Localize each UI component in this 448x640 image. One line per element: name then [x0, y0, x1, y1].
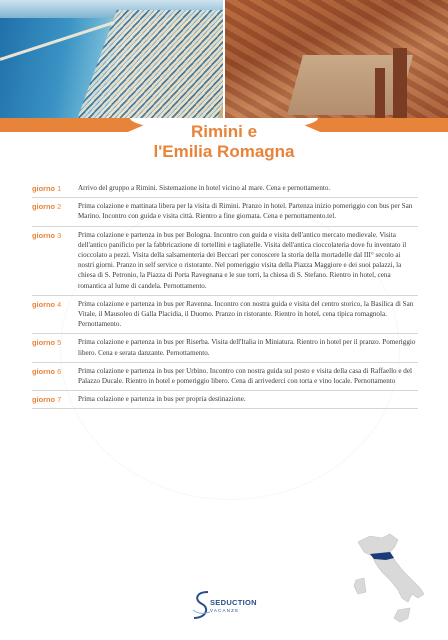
city-tower — [393, 48, 407, 118]
itinerary-day-5 — [32, 334, 418, 362]
day-label: giorno 3 — [32, 230, 62, 240]
itinerary-day-7 — [32, 391, 418, 409]
itinerary-day-3 — [32, 227, 418, 296]
italy-map-icon — [350, 528, 430, 628]
itinerary-list — [32, 180, 418, 409]
seduction-logo-icon — [188, 588, 264, 624]
title-line-2: l'Emilia Romagna — [153, 142, 295, 161]
day-text: Prima colazione e partenza in bus per propria destinazione. — [78, 395, 246, 404]
day-text: Prima colazione e partenza in bus per Urbino. Incontro con nostra guida sul posto e visita della casa di Raffaello e del Palazzo Ducale. Rientro in hotel e pomeriggio libero. Cena di arrivederci con torta e vino locale. Pernottamento — [78, 366, 412, 386]
city-tower — [375, 68, 385, 118]
title-line-1: Rimini e — [190, 122, 258, 141]
itinerary-day-1 — [32, 180, 418, 198]
day-text: Prima colazione e partenza in bus per Riserba. Visita dell'Italia in Miniatura. Rientro in hotel per il pranzo. Pomeriggio libero. Cena e serata danzante. Pernottamento. — [78, 338, 416, 357]
day-text: Prima colazione e mattinata libera per la visita di Rimini. Pranzo in hotel. Partenza inizio pomeriggio con bus per San Marino. Incontro con guida e visita città. Rientro a fine giornata. Cena e pernottamento.tel. — [78, 202, 413, 221]
beach-pier — [0, 21, 115, 61]
city-photo — [225, 0, 448, 118]
itinerary-day-4 — [32, 296, 418, 335]
page-title — [0, 120, 448, 162]
day-label: giorno 1 — [32, 184, 62, 193]
day-label: giorno 5 — [32, 338, 62, 348]
itinerary-day-6 — [32, 363, 418, 391]
logo-sub: VACANZE — [210, 608, 240, 613]
day-label: giorno 2 — [32, 202, 62, 212]
day-label: giorno 6 — [32, 366, 62, 376]
itinerary-day-2 — [32, 198, 418, 226]
day-text: Prima colazione e partenza in bus per Bologna. Incontro con guida e visita dell'antico mercato medievale. Visita dell'antico panificio per la fabbricazione di tortellini e tagliatelle. Visita dell'antica cioccolateria dove fu inventato il cioccolato a pezzi. Visita della salsamenteria dei Beccari per conoscere la storia della mortadelle dal III° secolo ai nostri giorni. Pranzo in self service o ristorante. Nel pomeriggio visita della Piazza Maggiore e dei suoi palazzi, la chiesa di S. Petronio, la Piazza di Porta Ravegnana e le sue torri, la chiesa di S. Stefano. Rientro in hotel, cena romantica al lume di candela. Pernottamento. — [78, 230, 407, 290]
day-label: giorno 4 — [32, 299, 62, 309]
day-text: Prima colazione e partenza in bus per Ravenna. Incontro con nostra guida e visita del centro storico, la Basilica di San Vitale, il Mausoleo di Galla Placidia, il Duomo. Pranzo in ristorante. Rientro in hotel, cena tipica romagnola. Pernottamento. — [78, 299, 414, 329]
logo-brand: SEDUCTION — [210, 598, 257, 607]
day-text: Arrivo del gruppo a Rimini. Sistemazione in hotel vicino al mare. Cena e pernottamento. — [78, 184, 331, 192]
beach-photo — [0, 0, 223, 118]
day-label: giorno 7 — [32, 395, 62, 405]
